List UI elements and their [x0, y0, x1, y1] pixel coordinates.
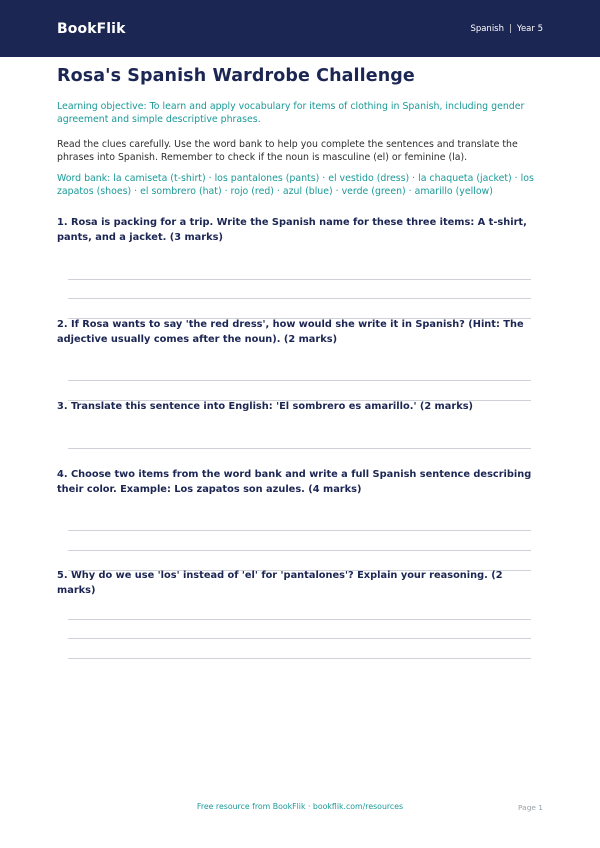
answer-line[interactable] — [68, 279, 531, 280]
answer-line[interactable] — [68, 550, 531, 551]
learning-objective: Learning objective: To learn and apply vocabulary for items of clothing in Spanish, including gender agreement and simple descriptive phrases. — [57, 101, 525, 126]
answer-line[interactable] — [68, 298, 531, 299]
page-number: Page 1 — [518, 803, 543, 812]
answer-line[interactable] — [68, 619, 531, 620]
subject-year — [470, 24, 543, 34]
answer-line[interactable] — [68, 380, 531, 381]
question-2: 2. If Rosa wants to say 'the red dress', how would she write it in Spanish? (Hint: The adjective usually comes after the noun). (2 marks) — [57, 319, 524, 345]
answer-line[interactable] — [68, 530, 531, 531]
page-header — [0, 0, 600, 57]
worksheet-title: Rosa's Spanish Wardrobe Challenge — [57, 66, 415, 86]
instructions: Read the clues carefully. Use the word bank to help you complete the sentences and translate the phrases into Spanish. Remember to check if the noun is masculine (el) or feminine (la). — [57, 139, 518, 164]
year-label: Year 5 — [516, 23, 543, 34]
brand-logo: BookFlik — [57, 20, 126, 37]
subject-separator: | — [509, 23, 512, 34]
word-bank: Word bank: la camiseta (t-shirt) · los pantalones (pants) · el vestido (dress) · la chaqueta (jacket) · los zapatos (shoes) · el sombrero (hat) · rojo (red) · azul (blue) · verde (green) · amarillo (yellow) — [57, 173, 534, 198]
question-4: 4. Choose two items from the word bank and write a full Spanish sentence describing their color. Example: Los zapatos son azules. (4 marks) — [57, 469, 532, 495]
answer-line[interactable] — [68, 448, 531, 449]
footer-resource-link[interactable]: Free resource from BookFlik · bookflik.com/resources — [196, 802, 404, 811]
subject-label: Spanish — [470, 23, 505, 34]
question-5: 5. Why do we use 'los' instead of 'el' for 'pantalones'? Explain your reasoning. (2 marks) — [57, 570, 503, 596]
question-3: 3. Translate this sentence into English: 'El sombrero es amarillo.' (2 marks) — [57, 401, 474, 412]
question-1: 1. Rosa is packing for a trip. Write the Spanish name for these three items: A t-shirt, pants, and a jacket. (3 marks) — [57, 217, 527, 243]
answer-line[interactable] — [68, 638, 531, 639]
answer-line[interactable] — [68, 658, 531, 659]
